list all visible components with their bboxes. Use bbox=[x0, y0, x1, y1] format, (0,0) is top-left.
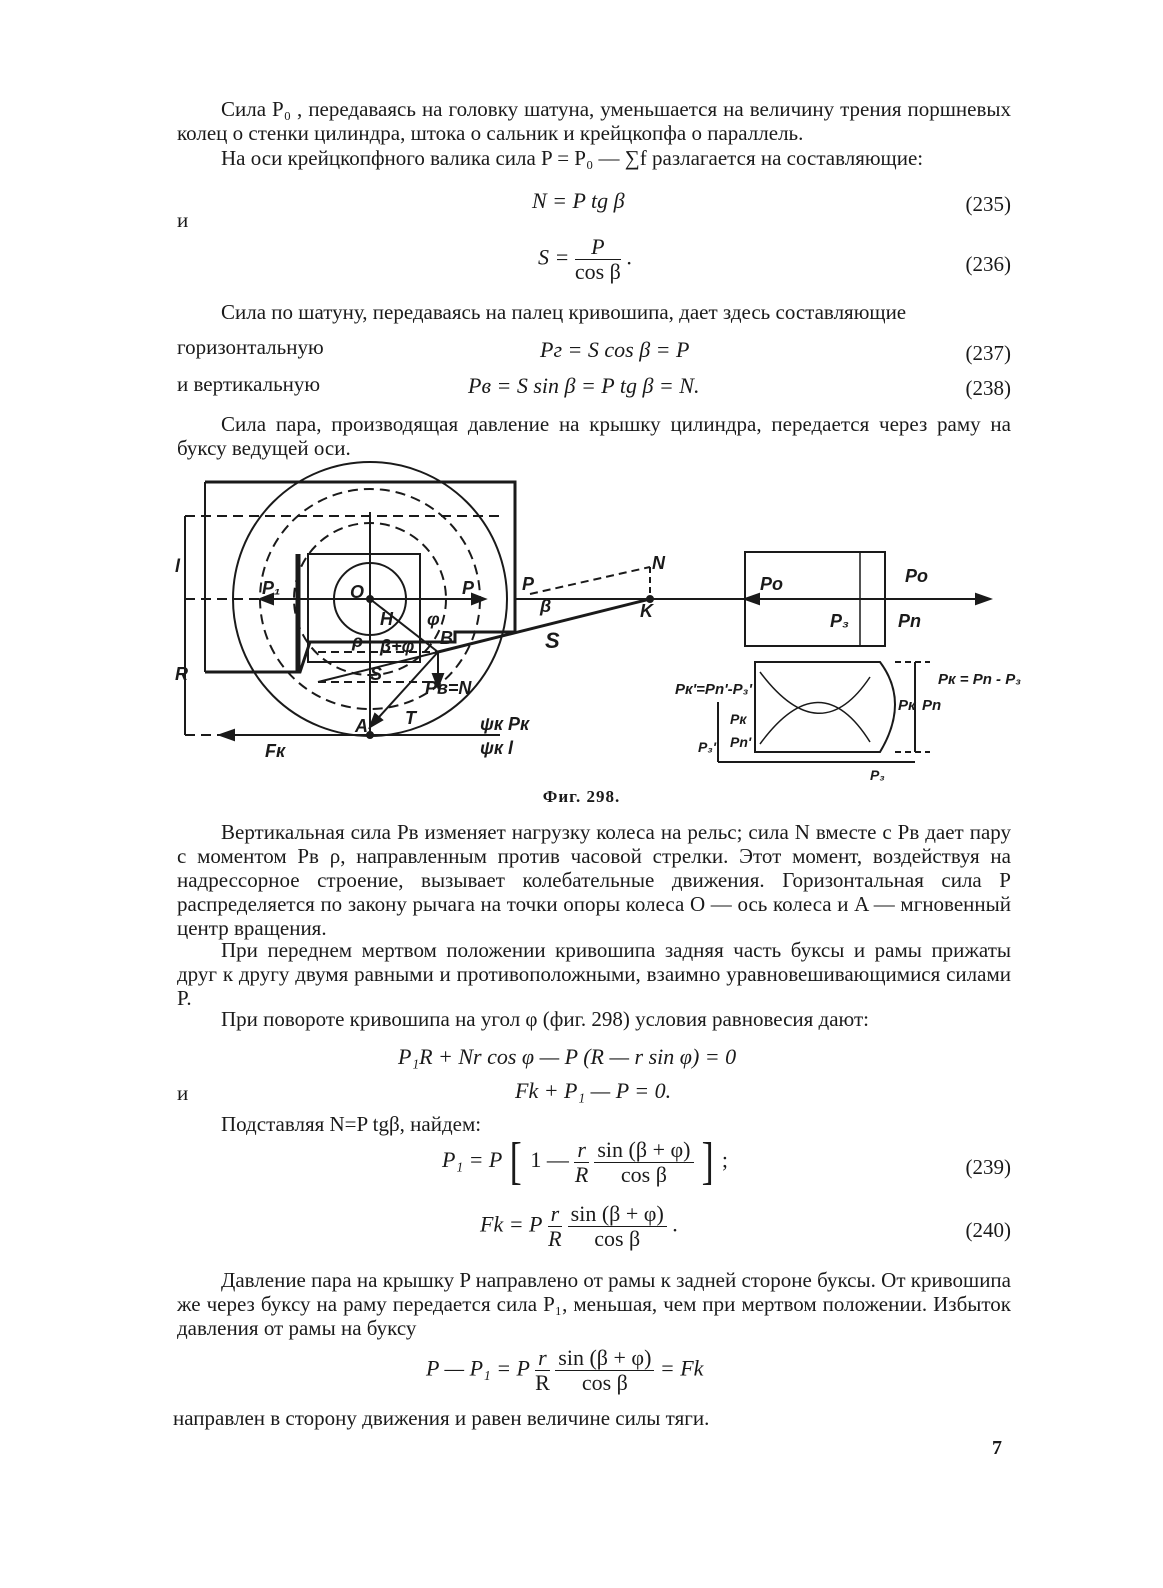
equation-number-238: (238) bbox=[965, 376, 1011, 400]
paragraph-3: Сила по шатуну, передаваясь на палец кривошипа, дает здесь составляющие bbox=[221, 300, 907, 324]
label-l: l bbox=[175, 556, 181, 576]
figure-298 bbox=[170, 462, 1022, 783]
label-S-small: S bbox=[370, 664, 383, 684]
equation-number-239: (239) bbox=[965, 1155, 1011, 1179]
label-A: A bbox=[355, 716, 368, 736]
equilibrium-equation-2: Fk + P₁ — P = 0. bbox=[515, 1078, 672, 1103]
fraction: $\frac{r}{R}$ bbox=[548, 1201, 562, 1251]
label-O: O bbox=[350, 582, 365, 602]
fraction: $\frac{\sin (\beta + \varphi)}{\text{cos β}}$ bbox=[555, 1346, 654, 1395]
label-P: P bbox=[462, 578, 475, 598]
paragraph-9: Давление пара на крышку P направлено от рамы к задней стороне буксы. От кривошипа же через буксу на раму передается сила P₁, меньшая, чем при мертвом положении. Избыток давления от рамы на буксу bbox=[177, 1268, 1011, 1340]
paragraph-7: При повороте кривошипа на угол φ (фиг. 298) условия равновесия дают: bbox=[221, 1007, 869, 1031]
equation-238: Pв = S sin β = P tg β = N. bbox=[468, 373, 700, 398]
page-number: 7 bbox=[992, 1437, 1002, 1459]
paragraph-5: Вертикальная сила Pв изменяет нагрузку колеса на рельс; сила N вместе с Pв дает пару с моментом Pв ρ, направленным против часовой стрелки. Этот момент, воздействуя на надрессорное строение, вызывает колебательные движения. Горизонтальная сила P распределяется по закону рычага на точки опоры колеса O — ось колеса и A — мгновенный центр вращения. bbox=[177, 820, 1011, 940]
equation-number-236: (236) bbox=[965, 252, 1011, 276]
figure-caption: Фиг. 298. bbox=[542, 787, 621, 806]
label-K: K bbox=[640, 601, 653, 621]
equation-235: N = P tg β bbox=[532, 188, 625, 213]
label-rho: ρ bbox=[352, 631, 363, 651]
paragraph-6: При переднем мертвом положении кривошипа задняя часть буксы и рамы прижаты друг к другу двумя равными и противоположными, взаимно уравновешивающимися силами P. bbox=[177, 938, 1011, 1010]
label-N: N bbox=[652, 553, 665, 573]
equation-number-235: (235) bbox=[965, 192, 1011, 216]
fraction: $\frac{r}{R}$ bbox=[535, 1345, 550, 1395]
label-horizontal: горизонтальную bbox=[177, 335, 324, 359]
label-Po-left: Po bbox=[760, 574, 784, 594]
label-T: T bbox=[405, 708, 416, 728]
conjunction-and: и bbox=[177, 208, 189, 232]
equation-excess-pressure: P — P₁ = P $\frac{r}{R}$ $\frac{\sin (\beta + \varphi)}{\text{cos β}}$ = Fk bbox=[426, 1345, 704, 1395]
paragraph-10: направлен в сторону движения и равен величине силы тяги. bbox=[173, 1406, 710, 1430]
label-P1: P₁ bbox=[262, 578, 281, 598]
label-phi: φ bbox=[427, 609, 440, 629]
fraction: $\frac{\sin (\beta + \varphi)}{\text{cos β}}$ bbox=[568, 1202, 667, 1251]
label-p3-small: P₃' bbox=[698, 739, 717, 755]
label-Pv: Pв=N bbox=[425, 678, 472, 698]
label-vertical: и вертикальную bbox=[177, 372, 321, 396]
label-p3-bottom: P₃ bbox=[870, 767, 885, 783]
label-beta-phi: β+φ bbox=[380, 636, 415, 656]
label-pk-prime-eq: Pк'=Pn'-P₃' bbox=[675, 681, 753, 698]
label-Po-right: Po bbox=[905, 566, 929, 586]
label-psi-l: ψк l bbox=[480, 738, 514, 758]
label-R: R bbox=[175, 664, 188, 684]
indicator-box bbox=[755, 662, 895, 752]
label-Fk: Fк bbox=[265, 741, 286, 761]
label-pk-small: Pк bbox=[730, 711, 747, 727]
equation-239: P₁ = P [ 1 — $\frac{r}{R}$ $\frac{\sin (\beta + \varphi)}{\text{cos β}}$ ] ; bbox=[442, 1133, 728, 1190]
equation-number-237: (237) bbox=[965, 341, 1011, 365]
label-pn: Pn bbox=[922, 697, 942, 714]
label-B: B bbox=[440, 628, 453, 648]
label-S-large: S bbox=[545, 628, 560, 653]
equation-237: Pг = S cos β = P bbox=[540, 337, 690, 362]
label-pn-small: Pn' bbox=[730, 734, 752, 750]
fraction: $\frac{r}{R}$ bbox=[574, 1136, 589, 1187]
label-P-right: P bbox=[522, 574, 535, 594]
label-H: H bbox=[380, 609, 393, 629]
equation-number-240: (240) bbox=[965, 1218, 1011, 1242]
paragraph-8: Подставляя N=P tgβ, найдем: bbox=[221, 1112, 482, 1136]
label-P3: P₃ bbox=[830, 611, 850, 631]
label-beta: β bbox=[540, 596, 552, 616]
paragraph-4: Сила пара, производящая давление на крышку цилиндра, передается через раму на буксу ведущей оси. bbox=[177, 412, 1011, 460]
equilibrium-equation-1: P₁R + Nr cos φ — P (R — r sin φ) = 0 bbox=[398, 1044, 737, 1069]
label-Pn: Pn bbox=[898, 611, 922, 631]
fraction: $\frac{\sin (\beta + \varphi)}{\text{cos β}}$ bbox=[594, 1138, 693, 1187]
paragraph-1: Сила P₀ , передаваясь на головку шатуна, уменьшается на величину трения поршневых колец о стенки цилиндра, штока о сальник и крейцкопфа о параллель. bbox=[177, 97, 1011, 145]
conjunction-and-2: и bbox=[177, 1081, 189, 1105]
label-pk: Pк bbox=[898, 697, 916, 714]
fraction: $\frac{P}{\text{cos β}}$ bbox=[574, 234, 621, 284]
label-pk-eq: Pк = Pn - P₃ bbox=[938, 671, 1022, 688]
equation-240: Fk = P $\frac{r}{R}$ $\frac{\sin (\beta + \varphi)}{\text{cos β}}$ . bbox=[480, 1201, 678, 1251]
paragraph-2: На оси крейцкопфного валика сила P = P₀ — ∑f разлагается на составляющие: bbox=[221, 146, 924, 170]
label-psi-pk: ψк Pк bbox=[480, 714, 530, 734]
equation-236: S = $\frac{P}{\text{cos β}}$ . bbox=[538, 234, 632, 284]
